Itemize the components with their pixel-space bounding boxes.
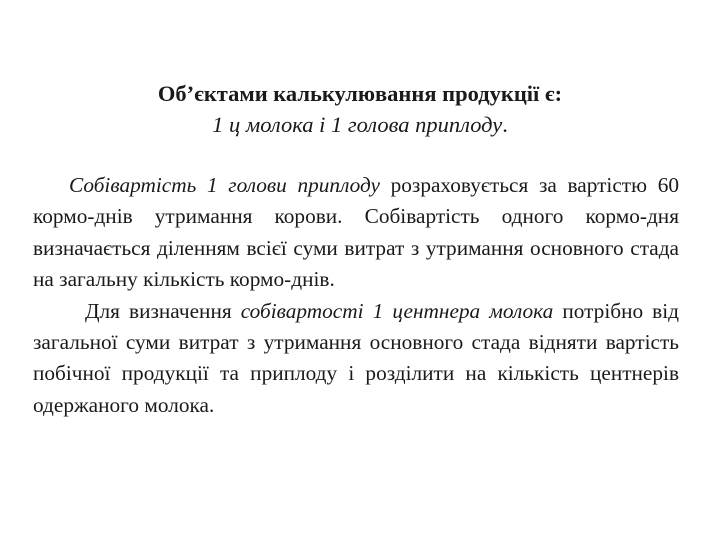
paragraph-1 [33,170,679,296]
heading-line-2 [60,109,660,140]
heading-line-2-text: 1 ц молока і 1 голова приплоду [212,112,503,137]
paragraph-2-text: потрібно від загальної суми витрат з утримання основного стада відняти вартість побічної продукції та приплоду і розділити на кількість центнерів одержаного молока. [33,298,679,417]
slide-body [33,170,679,421]
paragraph-2-italic: собівартості 1 центнера молока [240,298,554,323]
heading-line-1: Об’єктами калькулювання продукції є: [157,81,563,106]
slide-heading [60,78,660,140]
paragraph-1-italic-lead: Собівартість 1 голови приплоду [69,173,380,197]
heading-line-2-period: . [502,112,508,137]
paragraph-2 [33,296,679,422]
paragraph-1-text: розраховується за вартістю 60 кормо-днів утримання корови. Собівартість одного кормо-дня визначається діленням всієї суми витрат з утримання основного стада на загальну кількість кормо-днів. [33,173,679,292]
paragraph-2-lead: Для визначення [85,298,241,323]
